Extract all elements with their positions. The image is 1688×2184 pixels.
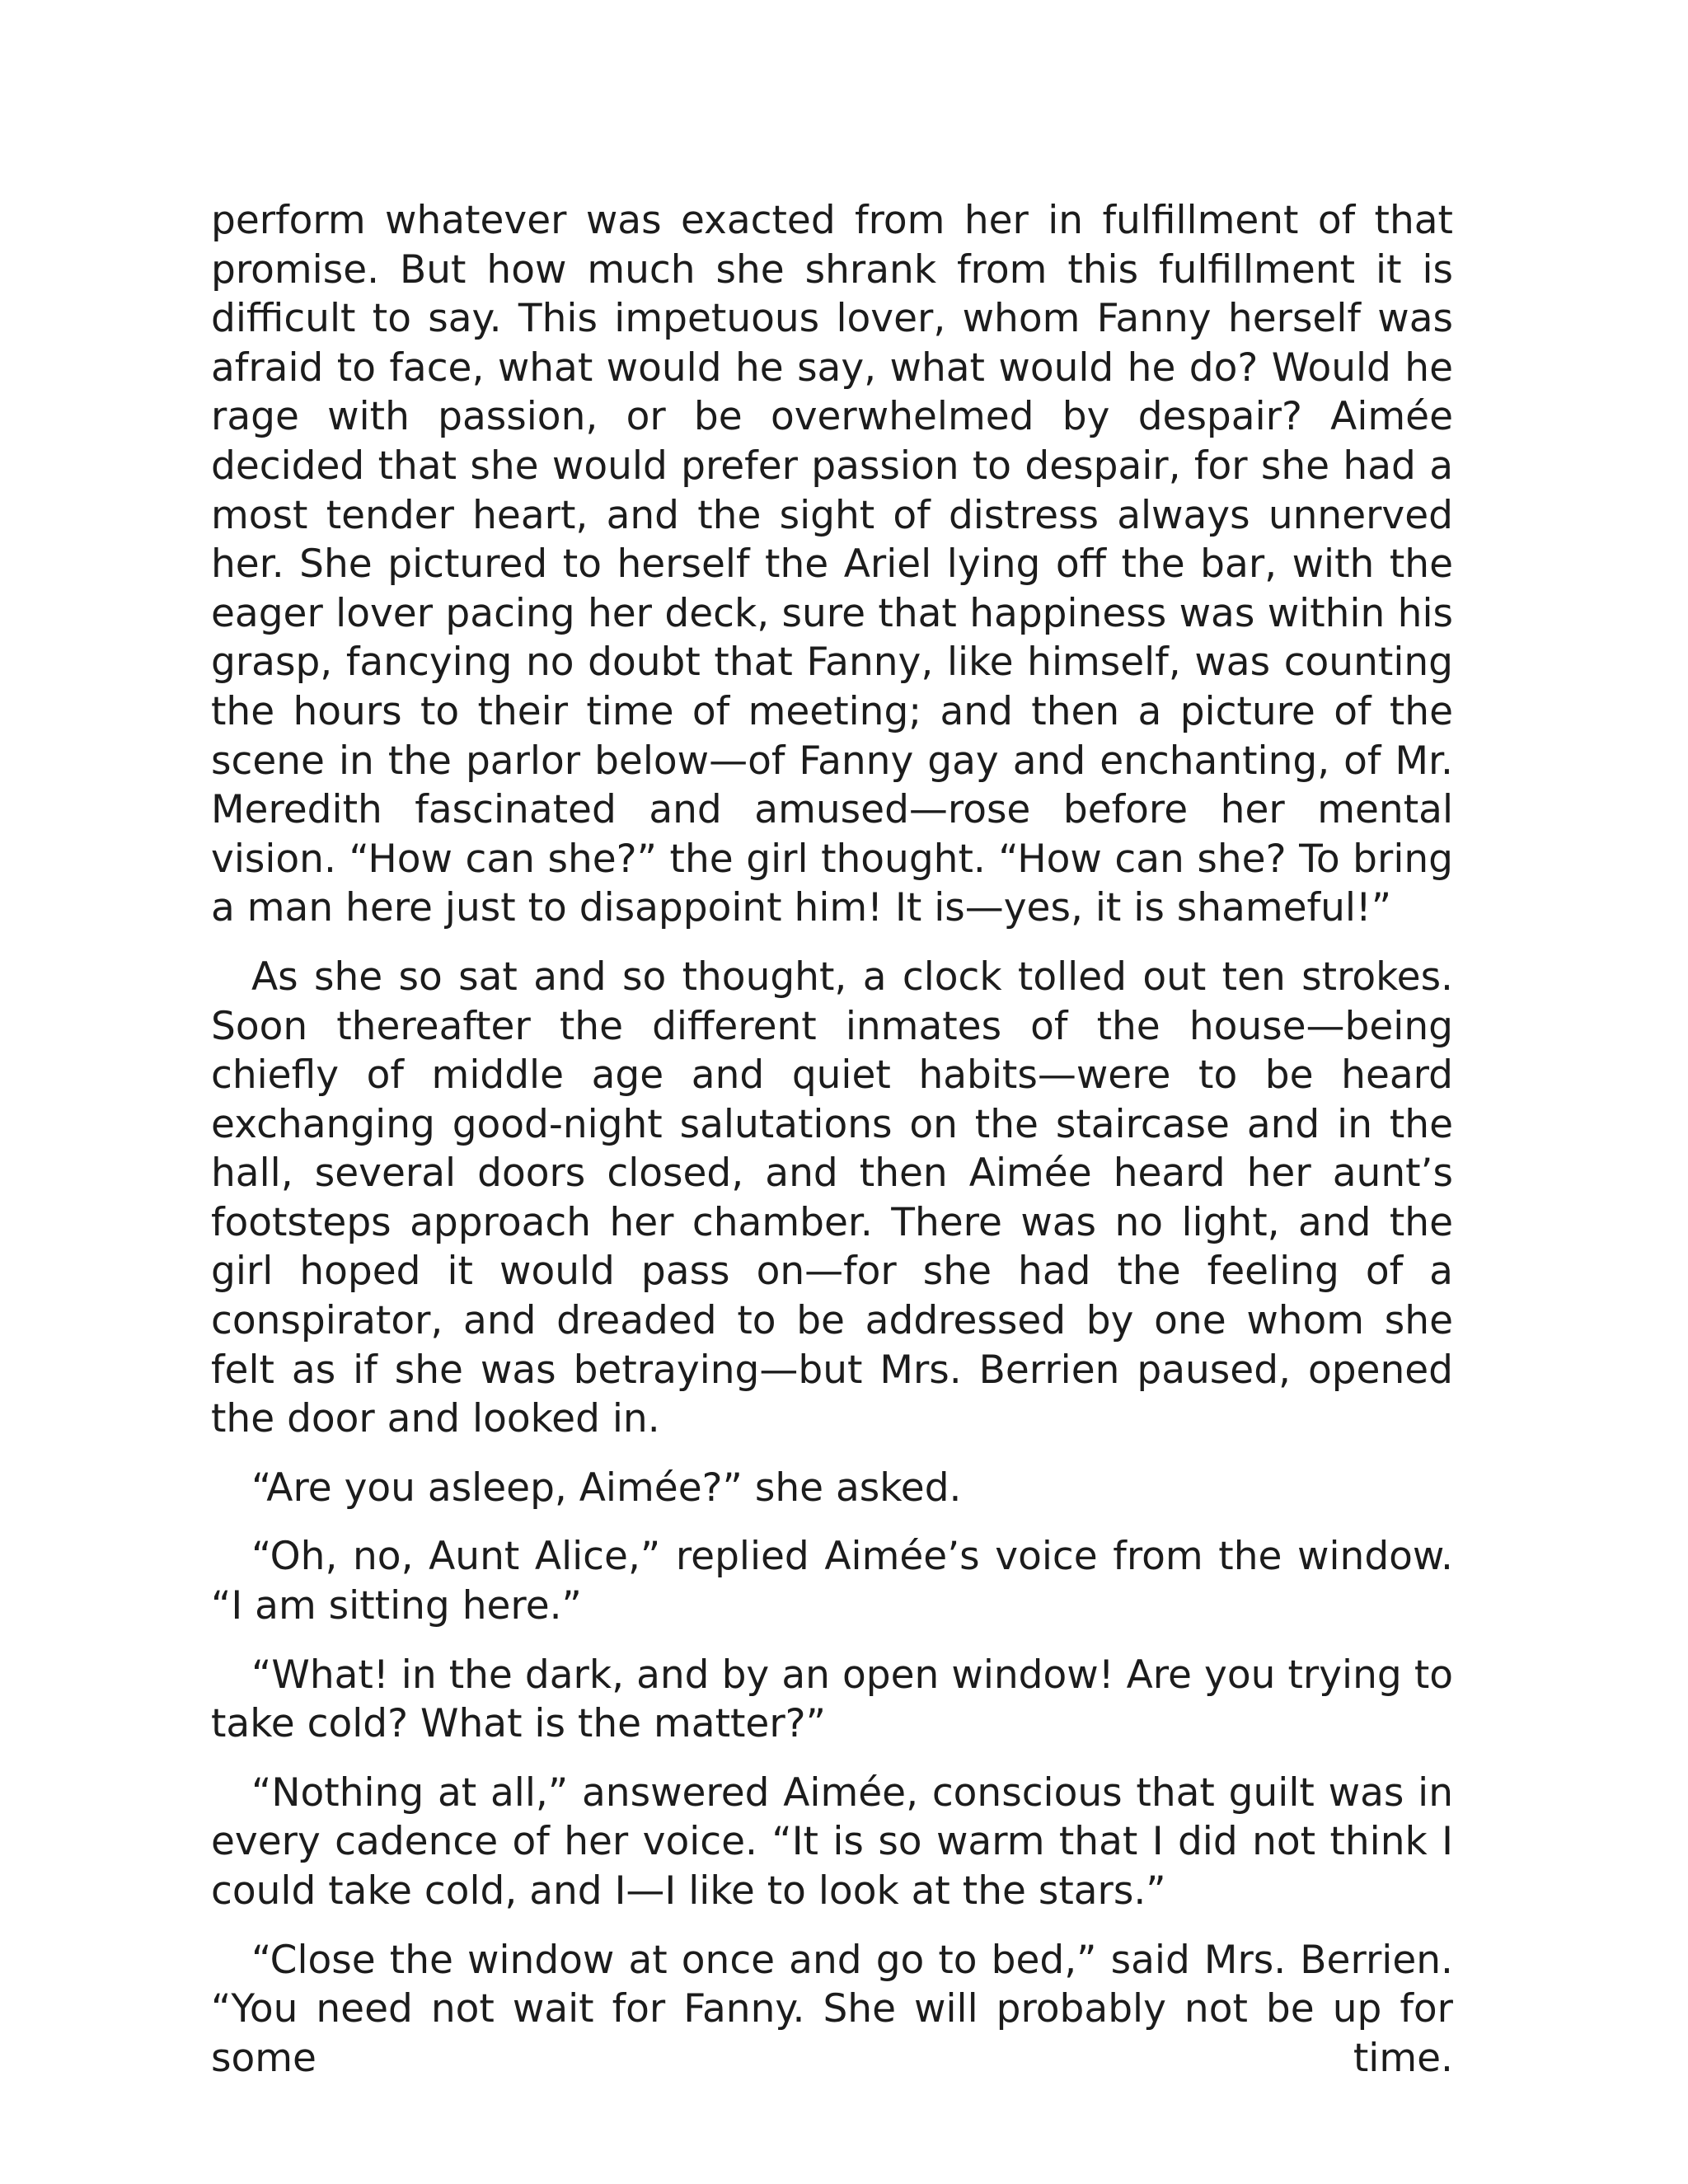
paragraph: “Oh, no, Aunt Alice,” replied Aimée’s voice from the window. “I am sitting here.”: [211, 1534, 1453, 1629]
paragraph: “Are you asleep, Aimée?” she asked.: [251, 1465, 962, 1511]
paragraph: perform whatever was exacted from her in fulfillment of that promise. But how much she shrank from this fulfillment it is difficult to say. This impetuous lover, whom Fanny herself was afraid to face, what would he say, what would he do? Would he rage with passion, or be overwhelmed by despair? Aimée decided that she would prefer passion to despair, for she had a most tender heart, and the sight of distress always unnerved her. She pictured to herself the Ariel lying off the bar, with the eager lover pacing her deck, sure that happiness was within his grasp, fancying no doubt that Fanny, like himself, was counting the hours to their time of meeting; and then a picture of the scene in the parlor below—of Fanny gay and enchanting, of Mr. Meredith fascinated and amused—rose before her mental vision. “How can she?” the girl thought. “How can she? To bring a man here just to disappoint him! It is—yes, it is shameful!”: [211, 198, 1453, 931]
paragraph: As she so sat and so thought, a clock tolled out ten strokes. Soon thereafter the different inmates of the house—being chiefly of middle age and quiet habits—were to be heard exchanging good-night salutations on the staircase and in the hall, several doors closed, and then Aimée heard her aunt’s footsteps approach her chamber. There was no light, and the girl hoped it would pass on—for she had the feeling of a conspirator, and dreaded to be addressed by one whom she felt as if she was betraying—but Mrs. Berrien paused, opened the door and looked in.: [211, 954, 1453, 1442]
paragraph: “Nothing at all,” answered Aimée, conscious that guilt was in every cadence of her voice. “It is so warm that I did not think I could take cold, and I—I like to look at the stars.”: [211, 1769, 1453, 1914]
paragraph: “Close the window at once and go to bed,” said Mrs. Berrien. “You need not wait for Fanny. She will probably not be up for some time.: [211, 1937, 1453, 2081]
body-text: [211, 196, 1453, 2102]
paragraph: “What! in the dark, and by an open window! Are you trying to take cold? What is the matter?”: [211, 1652, 1453, 1747]
